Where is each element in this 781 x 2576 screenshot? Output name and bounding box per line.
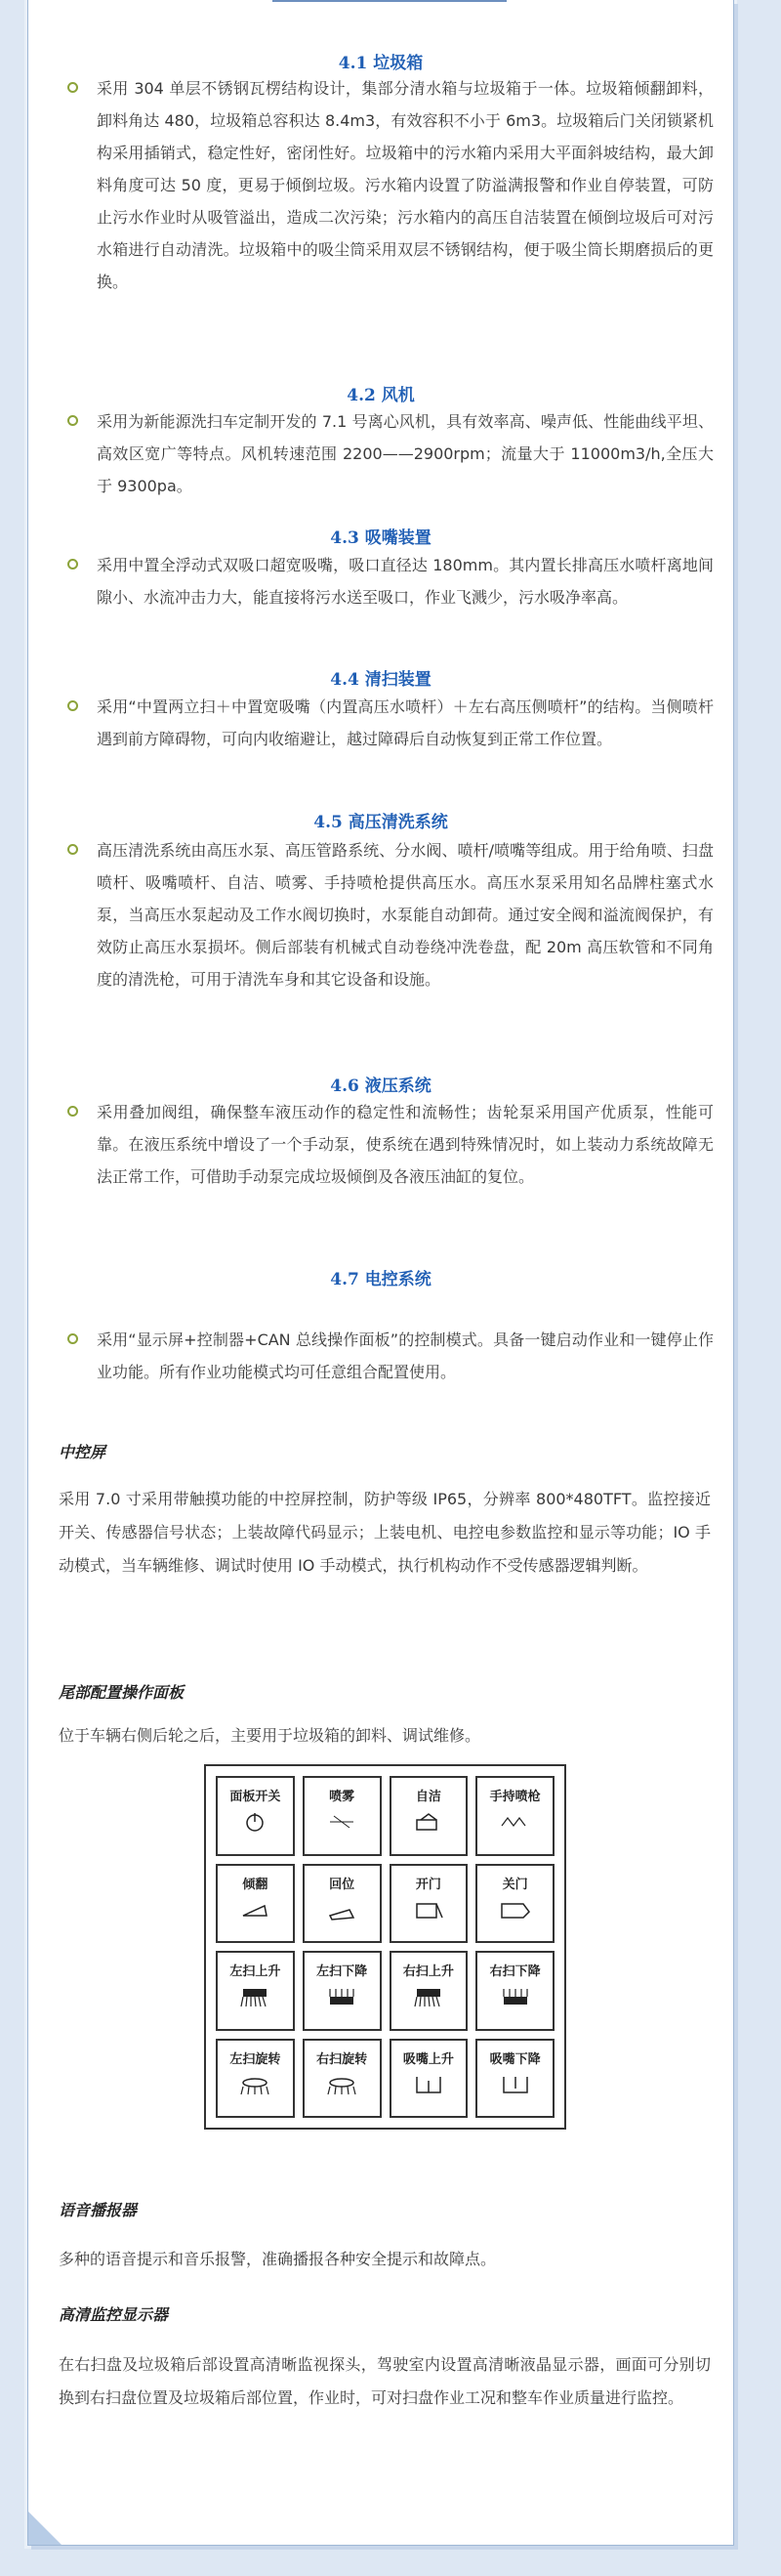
page-fold-corner: [28, 2512, 62, 2545]
bullet-icon: [67, 559, 78, 570]
panel-button-label: 左扫上升: [229, 1964, 281, 1979]
brush-rotate-icon: [322, 2073, 361, 2096]
panel-button-label: 右扫下降: [489, 1964, 541, 1979]
section-4-2-body: 采用为新能源洗扫车定制开发的 7.1 号离心风机，具有效率高、噪声低、性能曲线平坦、高效区宽广等特点。风机转速范围 2200——2900rpm；流量大于 11000m3/h,全压大于 9300pa。: [67, 405, 714, 502]
panel-button-label: 右扫上升: [402, 1964, 454, 1979]
bullet-icon: [67, 82, 78, 93]
voice-broadcaster-text: 多种的语音提示和音乐报警，准确播报各种安全提示和故障点。: [59, 2250, 497, 2268]
panel-button-label: 倾翻: [242, 1877, 268, 1892]
bullet-icon: [67, 844, 78, 855]
heading-4-1: 4.1 垃圾箱: [338, 54, 424, 73]
panel-button-7: [390, 1864, 469, 1944]
return-icon: [322, 1898, 361, 1921]
panel-button-1: [216, 1776, 295, 1856]
tail-control-panel: [204, 1764, 566, 2130]
panel-button-label: 喷雾: [329, 1790, 355, 1804]
bullet-icon: [67, 1106, 78, 1117]
heading-4-4: 4.4 清扫装置: [330, 670, 432, 690]
panel-button-11: [390, 1951, 469, 2031]
section-4-1-body: 采用 304 单层不锈钢瓦楞结构设计，集部分清水箱与垃圾箱于一体。垃圾箱倾翻卸料，卸料角达 480，垃圾箱总容积达 8.4m3，有效容积不小于 6m3。垃圾箱后门关闭锁紧机构采用插销式，稳定性好，密闭性好。垃圾箱中的污水箱内采用大平面斜坡结构，最大卸料角度可达 50 度，更易于倾倒垃圾。污水箱内设置了防溢满报警和作业自停装置，可防止污水作业时从吸管溢出，造成二次污染；污水箱内的高压自洁装置在倾倒垃圾后可对污水箱进行自动清洗。垃圾箱中的吸尘筒采用双层不锈钢结构，便于吸尘筒长期磨损后的更换。: [67, 72, 714, 298]
panel-button-10: [303, 1951, 382, 2031]
section-4-5-body: 高压清洗系统由高压水泵、高压管路系统、分水阀、喷杆/喷嘴等组成。用于给角喷、扫盘喷杆、吸嘴喷杆、自洁、喷雾、手持喷枪提供高压水。高压水泵采用知名品牌柱塞式水泵，当高压水泵起动及工作水阀切换时，水泵能自动卸荷。通过安全阀和溢流阀保护，有效防止高压水泵损坏。侧后部装有机械式自动卷绕冲洗卷盘，配 20m 高压软管和不同角度的清洗枪，可用于清洗车身和其它设备和设施。: [67, 834, 714, 995]
panel-button-3: [390, 1776, 469, 1856]
nozzle-up-icon: [409, 2073, 448, 2096]
brush-up-icon: [235, 1985, 274, 2008]
brush-up-icon: [409, 1985, 448, 2008]
document-page: [27, 0, 734, 2546]
hd-monitor-title: 高清监控显示器: [59, 2305, 169, 2324]
section-4-6-body: 采用叠加阀组，确保整车液压动作的稳定性和流畅性；齿轮泵采用国产优质泵，性能可靠。在液压系统中增设了一个手动泵，使系统在遇到特殊情况时，如上装动力系统故障无法正常工作，可借助手动泵完成垃圾倾倒及各液压油缸的复位。: [67, 1096, 714, 1193]
bullet-icon: [67, 1333, 78, 1344]
panel-button-6: [303, 1864, 382, 1944]
panel-button-label: 左扫旋转: [229, 2051, 281, 2067]
panel-button-5: [216, 1864, 295, 1944]
bullet-icon: [67, 700, 78, 711]
tilt-icon: [235, 1898, 274, 1921]
panel-button-label: 开门: [415, 1877, 441, 1892]
heading-4-3: 4.3 吸嘴装置: [330, 528, 432, 548]
panel-button-label: 回位: [329, 1877, 355, 1892]
panel-button-15: [390, 2039, 469, 2119]
panel-button-12: [475, 1951, 555, 2031]
central-screen-title: 中控屏: [59, 1443, 106, 1461]
heading-4-2: 4.2 风机: [347, 386, 415, 405]
panel-button-label: 吸嘴下降: [489, 2051, 541, 2067]
panel-button-label: 面板开关: [229, 1790, 281, 1804]
power-icon: [235, 1810, 274, 1834]
self-clean-icon: [409, 1810, 448, 1834]
panel-button-13: [216, 2039, 295, 2119]
bullet-icon: [67, 415, 78, 426]
panel-button-grid: [216, 1776, 555, 2118]
panel-button-14: [303, 2039, 382, 2119]
spray-icon: [322, 1810, 361, 1834]
tail-panel-text: 位于车辆右侧后轮之后，主要用于垃圾箱的卸料、调试维修。: [59, 1726, 481, 1745]
heading-4-6: 4.6 液压系统: [330, 1077, 432, 1096]
brush-down-icon: [496, 1985, 535, 2008]
door-close-icon: [496, 1898, 535, 1921]
central-screen-text: 采用 7.0 寸采用带触摸功能的中控屏控制，防护等级 IP65，分辨率 800*480TFT。监控接近开关、传感器信号状态；上装故障代码显示；上装电机、电控电参数监控和显示等功能；IO 手动模式，当车辆维修、调试时使用 IO 手动模式，执行机构动作不受传感器逻辑判断。: [59, 1490, 711, 1575]
brush-down-icon: [322, 1985, 361, 2008]
tail-panel-title: 尾部配置操作面板: [59, 1683, 185, 1702]
door-open-icon: [409, 1898, 448, 1921]
top-divider: [272, 0, 507, 2]
hd-monitor-text: 在右扫盘及垃圾箱后部设置高清晰监视探头，驾驶室内设置高清晰液晶显示器，画面可分别切换到右扫盘位置及垃圾箱后部位置，作业时，可对扫盘作业工况和整车作业质量进行监控。: [59, 2355, 711, 2407]
panel-button-label: 关门: [502, 1877, 528, 1892]
panel-button-4: [475, 1776, 555, 1856]
heading-4-5: 4.5 高压清洗系统: [313, 813, 448, 832]
brush-rotate-icon: [235, 2073, 274, 2096]
panel-button-label: 左扫下降: [316, 1964, 368, 1979]
panel-button-8: [475, 1864, 555, 1944]
section-4-3-body: 采用中置全浮动式双吸口超宽吸嘴，吸口直径达 180mm。其内置长排高压水喷杆离地间隙小、水流冲击力大，能直接将污水送至吸口，作业飞溅少，污水吸净率高。: [67, 549, 714, 613]
section-4-4-body: 采用“中置两立扫＋中置宽吸嘴（内置高压水喷杆）＋左右高压侧喷杆”的结构。当侧喷杆遇到前方障碍物，可向内收缩避让，越过障碍后自动恢复到正常工作位置。: [67, 691, 714, 755]
heading-4-7: 4.7 电控系统: [330, 1270, 432, 1289]
panel-button-16: [475, 2039, 555, 2119]
panel-button-label: 右扫旋转: [316, 2051, 368, 2067]
panel-button-label: 手持喷枪: [489, 1790, 541, 1804]
panel-button-2: [303, 1776, 382, 1856]
panel-button-9: [216, 1951, 295, 2031]
spray-gun-icon: [496, 1810, 535, 1834]
voice-broadcaster-title: 语音播报器: [59, 2201, 138, 2219]
panel-button-label: 自洁: [415, 1790, 441, 1804]
nozzle-down-icon: [496, 2073, 535, 2096]
panel-button-label: 吸嘴上升: [402, 2051, 454, 2067]
section-4-7-body: 采用“显示屏+控制器+CAN 总线操作面板”的控制模式。具备一键启动作业和一键停止作业功能。所有作业功能模式均可任意组合配置使用。: [67, 1324, 714, 1388]
